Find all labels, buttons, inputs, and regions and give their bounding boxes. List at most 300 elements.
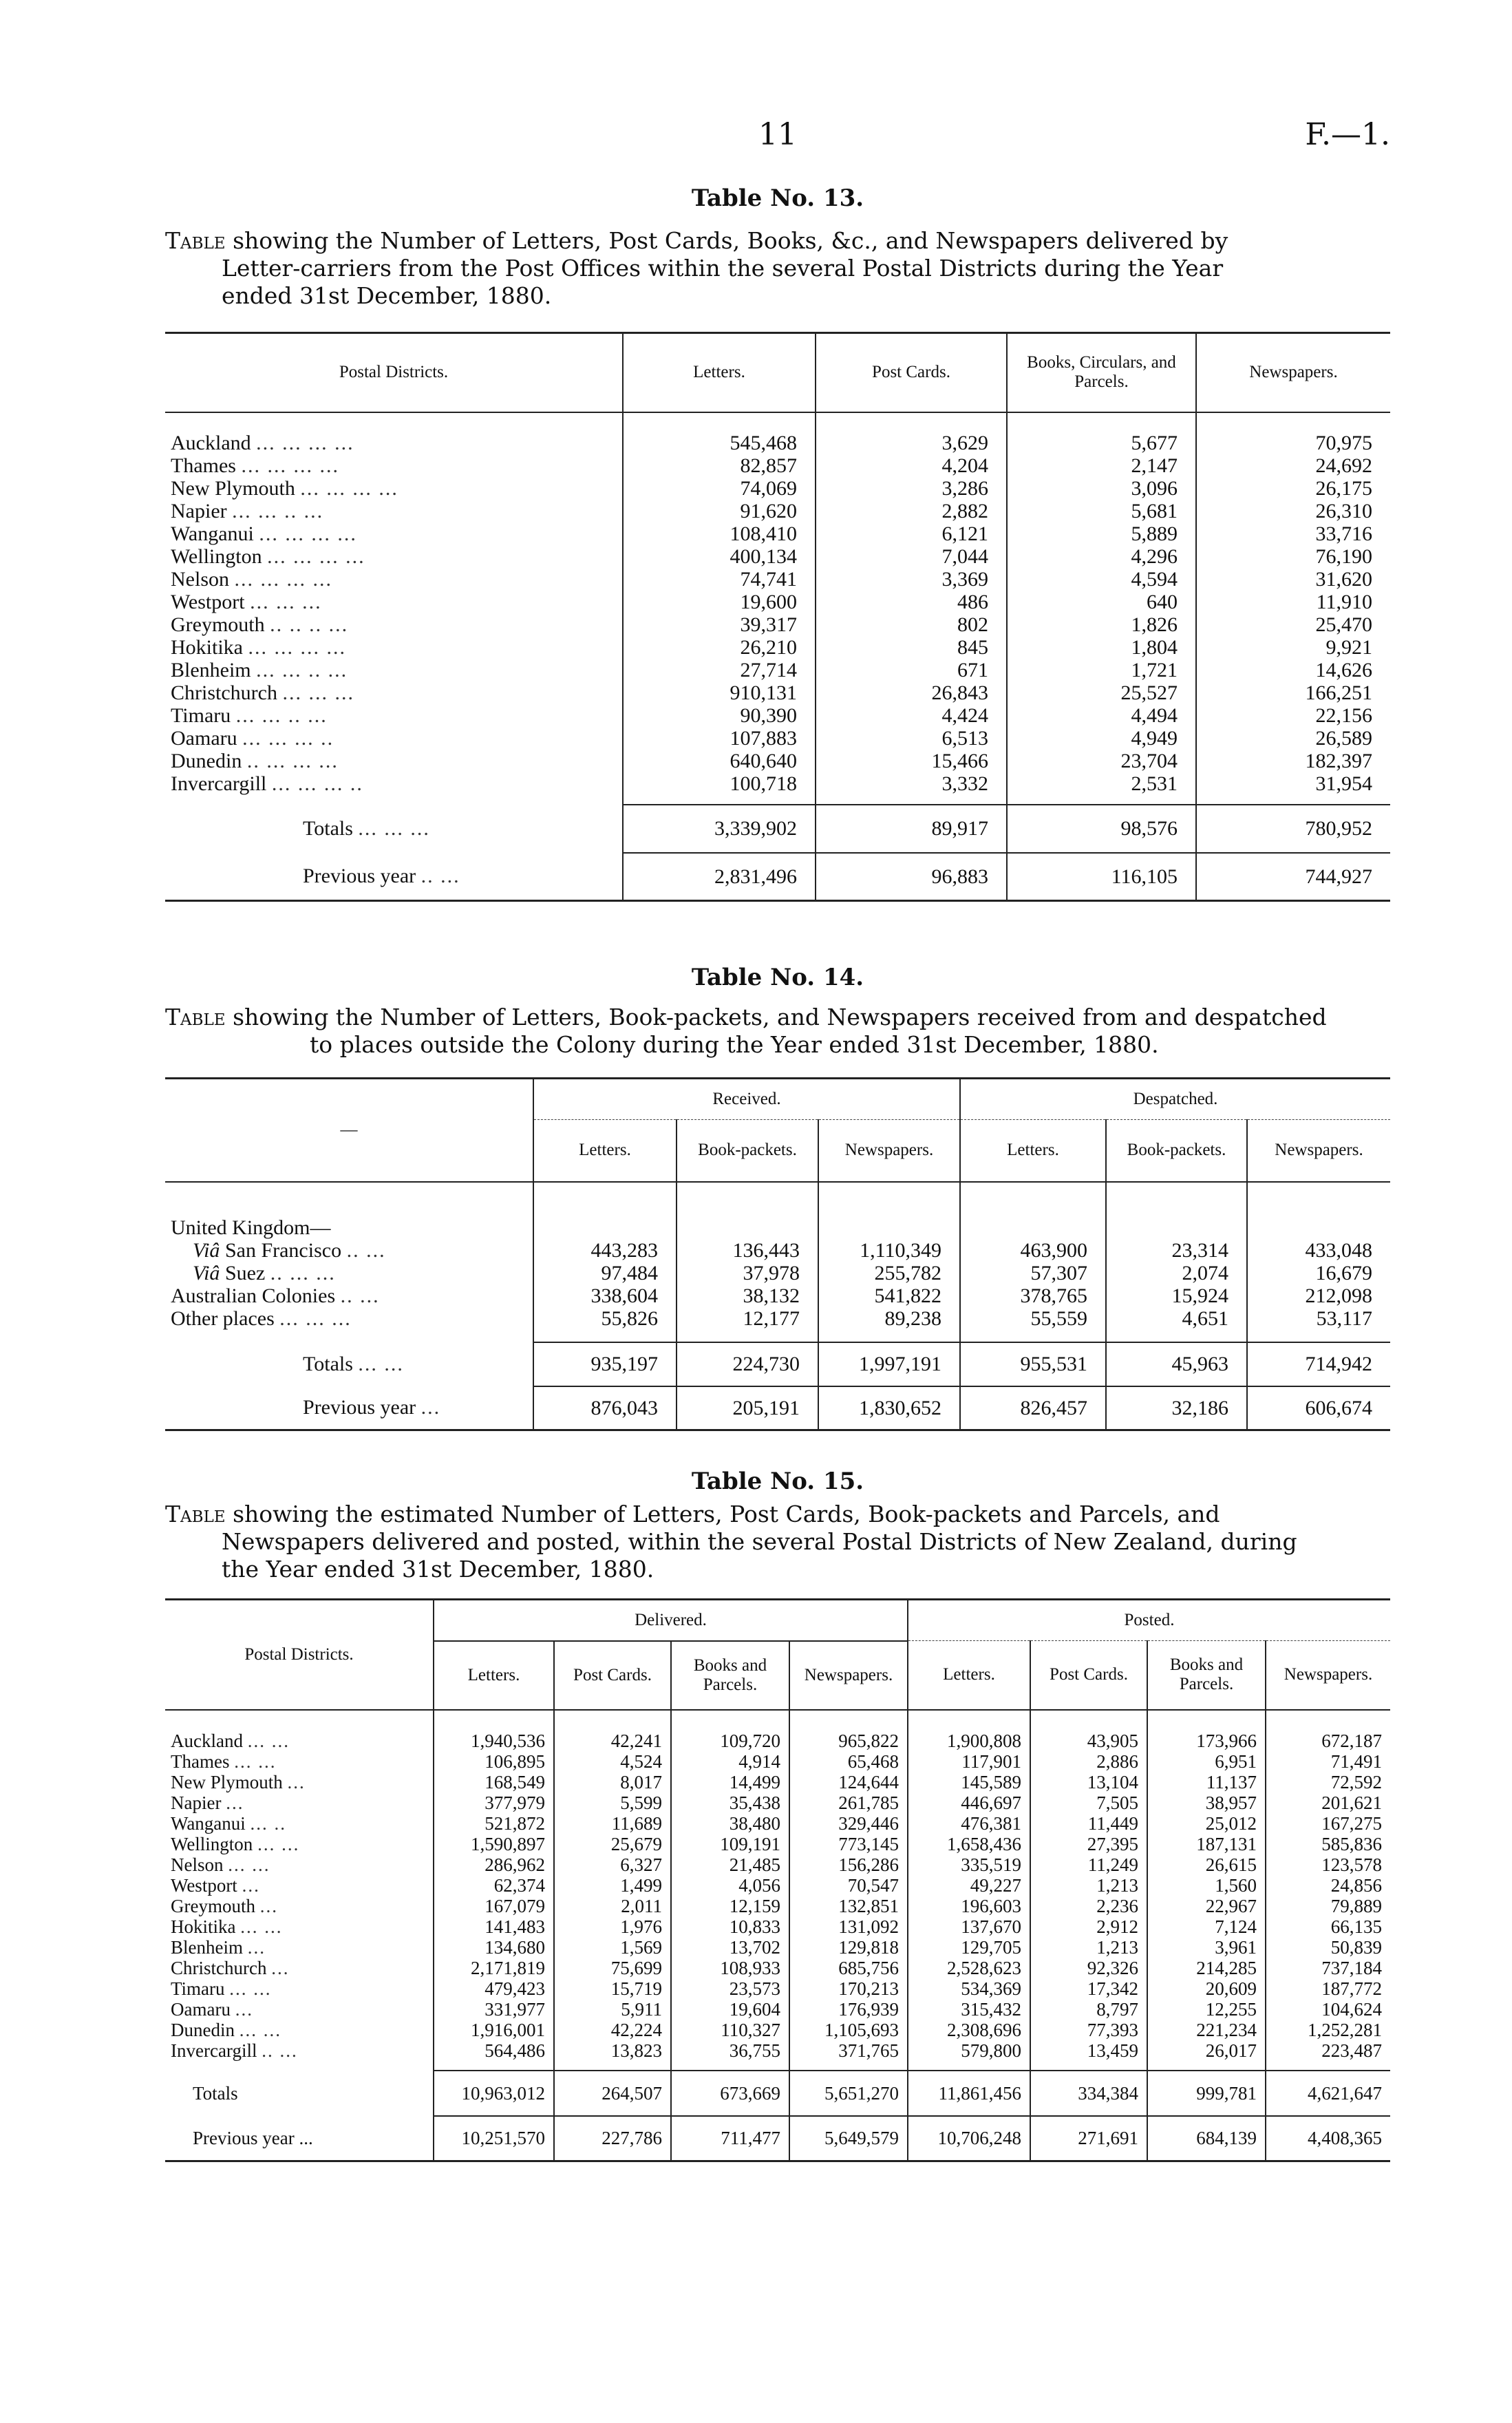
spacer-row <box>165 1330 1390 1342</box>
cell-newspapers: 11,910 <box>1196 591 1390 613</box>
row-label <box>165 1239 533 1262</box>
cell-value: 42,241 <box>554 1731 671 1751</box>
leader-dots: ... ... ... <box>358 817 430 840</box>
row-label-text: Previous year ... <box>193 2127 313 2148</box>
cell-value: 13,702 <box>671 1937 789 1958</box>
cell-value: 170,213 <box>789 1978 908 1999</box>
header-delivered-newspapers: Newspapers. <box>789 1641 908 1710</box>
cell-value: 110,327 <box>671 2020 789 2040</box>
cell-value: 134,680 <box>434 1937 554 1958</box>
table-row <box>165 1999 1390 2020</box>
cell-value: 1,499 <box>554 1875 671 1896</box>
cell-value: 156,286 <box>789 1854 908 1875</box>
cell-value: 129,818 <box>789 1937 908 1958</box>
cell-value: 132,851 <box>789 1896 908 1916</box>
cell-value: 1,940,536 <box>434 1731 554 1751</box>
cell-value: 8,017 <box>554 1772 671 1792</box>
row-label <box>165 772 623 795</box>
leader-dots: .. ... <box>420 865 460 888</box>
cell-books: 4,949 <box>1007 727 1196 750</box>
row-label-text: Thames <box>171 454 236 477</box>
leader-dots: ... ... <box>240 1916 283 1937</box>
cell-value: 1,900,808 <box>908 1731 1030 1751</box>
caption-line: showing the Number of Letters, Post Cards, Books, &c., and Newspapers delivered by <box>225 227 1228 254</box>
table-row <box>165 1834 1390 1854</box>
cell-value: 89,238 <box>818 1307 960 1330</box>
cell-value: 167,079 <box>434 1896 554 1916</box>
cell-value: 123,578 <box>1266 1854 1390 1875</box>
cell-newspapers: 26,589 <box>1196 727 1390 750</box>
cell-value: 479,423 <box>434 1978 554 1999</box>
previous-year-row <box>165 853 1390 901</box>
cell-value: 826,457 <box>960 1386 1106 1430</box>
cell-value: 38,132 <box>677 1284 818 1307</box>
cell-value: 1,830,652 <box>818 1386 960 1430</box>
row-label <box>165 1262 533 1284</box>
cell-value: 5,649,579 <box>789 2116 908 2161</box>
leader-dots: ... ... <box>239 2019 281 2040</box>
cell-value: 72,592 <box>1266 1772 1390 1792</box>
row-label-text: Dunedin <box>171 2019 235 2040</box>
table-row <box>165 432 1390 454</box>
via-prefix: Viâ <box>193 1261 220 1284</box>
cell-newspapers: 182,397 <box>1196 750 1390 772</box>
leader-dots: ... ... <box>247 1730 290 1751</box>
row-label-text: Napier <box>171 499 227 522</box>
cell-letters: 545,468 <box>623 432 816 454</box>
totals-row <box>165 805 1390 853</box>
cell-value: 606,674 <box>1247 1386 1390 1430</box>
cell-value: 97,484 <box>533 1262 677 1284</box>
table-row <box>165 2020 1390 2040</box>
cell-newspapers: 26,175 <box>1196 477 1390 500</box>
cell-value: 38,480 <box>671 1813 789 1834</box>
table-row <box>165 1854 1390 1875</box>
header-newspapers: Newspapers. <box>1196 333 1390 412</box>
caption-lead: Table <box>165 227 226 254</box>
table-row <box>165 2040 1390 2061</box>
header-delivered-letters: Letters. <box>434 1641 554 1710</box>
cell-value: 77,393 <box>1030 2020 1147 2040</box>
row-label-text: Westport <box>171 1874 237 1896</box>
cell-value: 443,283 <box>533 1239 677 1262</box>
cell-letters: 26,210 <box>623 636 816 659</box>
cell-value: 19,604 <box>671 1999 789 2020</box>
table-row <box>165 454 1390 477</box>
cell-value: 23,573 <box>671 1978 789 1999</box>
cell-value: 261,785 <box>789 1792 908 1813</box>
cell-books: 1,721 <box>1007 659 1196 681</box>
cell-value: 75,699 <box>554 1958 671 1978</box>
leader-dots: ... ... ... ... <box>300 476 398 500</box>
row-label-text: Suez <box>220 1261 266 1284</box>
row-label-text: Auckland <box>171 431 251 454</box>
leader-dots: ... .. <box>250 1812 287 1834</box>
cell-value: 11,861,456 <box>908 2071 1030 2116</box>
table-row <box>165 500 1390 522</box>
cell-newspapers: 166,251 <box>1196 681 1390 704</box>
row-label-text: Wellington <box>171 544 262 568</box>
table-row <box>165 1284 1390 1307</box>
header-received: Received. <box>533 1079 960 1120</box>
cell-value: 876,043 <box>533 1386 677 1430</box>
cell-value: 168,549 <box>434 1772 554 1792</box>
cell-value: 11,449 <box>1030 1813 1147 1834</box>
cell-value: 1,997,191 <box>818 1342 960 1386</box>
leader-dots: ... ... ... .. <box>271 772 363 795</box>
leader-dots: .. ... <box>340 1284 380 1307</box>
cell-value: 1,658,436 <box>908 1834 1030 1854</box>
cell-value: 224,730 <box>677 1342 818 1386</box>
cell-post-cards: 15,466 <box>816 750 1007 772</box>
leader-dots: .. ... <box>346 1238 386 1262</box>
header-delivered-post-cards: Post Cards. <box>554 1641 671 1710</box>
leader-dots: ... ... <box>228 1854 270 1875</box>
row-label-text: Blenheim <box>171 1936 243 1958</box>
cell-value: 2,308,696 <box>908 2020 1030 2040</box>
cell-newspapers: 26,310 <box>1196 500 1390 522</box>
row-label-text: Blenheim <box>171 658 251 681</box>
row-label <box>165 1751 434 1772</box>
cell-value: 38,957 <box>1147 1792 1266 1813</box>
table-row <box>165 591 1390 613</box>
caption-line: Letter-carriers from the Post Offices within the several Postal Districts during the Year <box>222 255 1224 282</box>
row-label <box>165 613 623 636</box>
cell-value: 315,432 <box>908 1999 1030 2020</box>
cell-letters: 82,857 <box>623 454 816 477</box>
cell-value: 714,942 <box>1247 1342 1390 1386</box>
table14-title: Table No. 14. <box>691 964 864 991</box>
row-label <box>165 1875 434 1896</box>
cell-newspapers: 25,470 <box>1196 613 1390 636</box>
row-label <box>165 454 623 477</box>
cell-value: 124,644 <box>789 1772 908 1792</box>
cell-value: 673,669 <box>671 2071 789 2116</box>
row-label <box>165 2116 434 2161</box>
cell-value: 965,822 <box>789 1731 908 1751</box>
table-row <box>165 477 1390 500</box>
row-label-text: New Plymouth <box>171 1771 283 1792</box>
cell-value: 264,507 <box>554 2071 671 2116</box>
cell-post-cards: 7,044 <box>816 545 1007 568</box>
cell-value: 20,609 <box>1147 1978 1266 1999</box>
cell-value: 50,839 <box>1266 1937 1390 1958</box>
table13-caption <box>165 227 1390 310</box>
cell-books: 1,804 <box>1007 636 1196 659</box>
cell-value: 109,191 <box>671 1834 789 1854</box>
caption-lead: Table <box>165 1004 226 1030</box>
row-label-text: Christchurch <box>171 1957 267 1978</box>
cell-value: 7,124 <box>1147 1916 1266 1937</box>
cell-value: 446,697 <box>908 1792 1030 1813</box>
cell-value: 53,117 <box>1247 1307 1390 1330</box>
previous-year-row <box>165 1386 1390 1430</box>
row-label-text: Australian Colonies <box>171 1284 336 1307</box>
row-label <box>165 1937 434 1958</box>
via-prefix: Viâ <box>193 1238 220 1262</box>
cell-value: 15,719 <box>554 1978 671 1999</box>
cell-value: 187,772 <box>1266 1978 1390 1999</box>
table14 <box>165 1077 1390 1431</box>
group-row-united-kingdom <box>165 1216 1390 1239</box>
cell-value: 5,599 <box>554 1792 671 1813</box>
spacer-row <box>165 1182 1390 1216</box>
cell-value: 221,234 <box>1147 2020 1266 2040</box>
leader-dots: ... ... <box>358 1353 404 1375</box>
cell-value: 66,135 <box>1266 1916 1390 1937</box>
cell-value: 25,012 <box>1147 1813 1266 1834</box>
row-label-text: Westport <box>171 590 245 613</box>
caption-line: the Year ended 31st December, 1880. <box>222 1556 654 1583</box>
cell-post-cards: 671 <box>816 659 1007 681</box>
table-row <box>165 636 1390 659</box>
row-label-text: Napier <box>171 1792 222 1813</box>
cell-post-cards: 26,843 <box>816 681 1007 704</box>
cell-value: 4,524 <box>554 1751 671 1772</box>
header-delivered-books-parcels: Books and Parcels. <box>671 1641 789 1710</box>
cell-value: 205,191 <box>677 1386 818 1430</box>
cell-value: 109,720 <box>671 1731 789 1751</box>
cell-post-cards: 89,917 <box>816 805 1007 853</box>
cell-post-cards: 3,286 <box>816 477 1007 500</box>
cell-value: 534,369 <box>908 1978 1030 1999</box>
cell-value: 331,977 <box>434 1999 554 2020</box>
row-label <box>165 432 623 454</box>
cell-newspapers: 14,626 <box>1196 659 1390 681</box>
row-label <box>165 2020 434 2040</box>
cell-value: 141,483 <box>434 1916 554 1937</box>
cell-value: 129,705 <box>908 1937 1030 1958</box>
leader-dots: ... ... ... <box>279 1306 352 1330</box>
cell-newspapers: 9,921 <box>1196 636 1390 659</box>
row-label-text: Thames <box>171 1750 230 1772</box>
leader-dots: ... <box>259 1895 278 1916</box>
row-label-text: Greymouth <box>171 613 265 636</box>
leader-dots: ... ... .. ... <box>235 703 328 727</box>
cell-value: 4,621,647 <box>1266 2071 1390 2116</box>
cell-letters: 19,600 <box>623 591 816 613</box>
table-row <box>165 522 1390 545</box>
cell-value: 14,499 <box>671 1772 789 1792</box>
leader-dots: ... ... ... <box>250 590 322 613</box>
header-delivered: Delivered. <box>434 1600 908 1641</box>
row-label-text: Hokitika <box>171 1916 236 1937</box>
table-row <box>165 750 1390 772</box>
cell-post-cards: 845 <box>816 636 1007 659</box>
cell-value: 371,765 <box>789 2040 908 2061</box>
cell-books: 640 <box>1007 591 1196 613</box>
cell-value: 26,615 <box>1147 1854 1266 1875</box>
cell-newspapers: 76,190 <box>1196 545 1390 568</box>
table15-caption <box>165 1501 1390 1583</box>
table-row <box>165 659 1390 681</box>
cell-value: 12,177 <box>677 1307 818 1330</box>
cell-post-cards: 3,369 <box>816 568 1007 591</box>
cell-value: 684,139 <box>1147 2116 1266 2161</box>
cell-value: 4,056 <box>671 1875 789 1896</box>
row-label-text: Greymouth <box>171 1895 255 1916</box>
spacer-row <box>165 2061 1390 2071</box>
cell-value: 55,559 <box>960 1307 1106 1330</box>
row-label-text: Oamaru <box>171 726 237 750</box>
row-label <box>165 1896 434 1916</box>
header-books-circulars-parcels: Books, Circulars, and Parcels. <box>1007 333 1196 412</box>
cell-value: 564,486 <box>434 2040 554 2061</box>
row-label-text: Christchurch <box>171 681 277 704</box>
cell-books: 5,681 <box>1007 500 1196 522</box>
cell-books: 4,494 <box>1007 704 1196 727</box>
cell-books: 4,594 <box>1007 568 1196 591</box>
cell-value: 223,487 <box>1266 2040 1390 2061</box>
leader-dots: ... <box>242 1874 260 1896</box>
table-row <box>165 681 1390 704</box>
cell-value: 57,307 <box>960 1262 1106 1284</box>
cell-books: 2,147 <box>1007 454 1196 477</box>
cell-value: 334,384 <box>1030 2071 1147 2116</box>
cell-value: 378,765 <box>960 1284 1106 1307</box>
leader-dots: ... ... ... ... <box>241 454 339 477</box>
cell-value: 335,519 <box>908 1854 1030 1875</box>
cell-value: 11,249 <box>1030 1854 1147 1875</box>
table-row <box>165 1978 1390 1999</box>
cell-post-cards: 2,882 <box>816 500 1007 522</box>
header-posted: Posted. <box>908 1600 1390 1641</box>
cell-value: 476,381 <box>908 1813 1030 1834</box>
row-label <box>165 568 623 591</box>
table-row <box>165 772 1390 795</box>
cell-value: 17,342 <box>1030 1978 1147 1999</box>
table-row <box>165 545 1390 568</box>
row-label <box>165 1284 533 1307</box>
cell-newspapers: 31,954 <box>1196 772 1390 795</box>
cell-value: 2,074 <box>1106 1262 1247 1284</box>
cell-value: 201,621 <box>1266 1792 1390 1813</box>
cell-value: 711,477 <box>671 2116 789 2161</box>
cell-value: 187,131 <box>1147 1834 1266 1854</box>
cell-value: 2,011 <box>554 1896 671 1916</box>
leader-dots: ... ... ... ... <box>248 635 346 659</box>
cell-books: 1,826 <box>1007 613 1196 636</box>
table-row <box>165 613 1390 636</box>
cell-value: 11,689 <box>554 1813 671 1834</box>
cell-value: 338,604 <box>533 1284 677 1307</box>
row-label <box>165 681 623 704</box>
cell-value: 1,916,001 <box>434 2020 554 2040</box>
page-reference: F.—1. <box>1305 117 1390 152</box>
table-row <box>165 1875 1390 1896</box>
spacer-row <box>165 1710 1390 1731</box>
cell-value: 1,569 <box>554 1937 671 1958</box>
page-number: 11 <box>758 117 797 152</box>
leader-dots: ... ... ... ... <box>234 567 332 591</box>
cell-value: 685,756 <box>789 1958 908 1978</box>
cell-post-cards: 96,883 <box>816 853 1007 901</box>
cell-post-cards: 6,513 <box>816 727 1007 750</box>
cell-value: 24,856 <box>1266 1875 1390 1896</box>
cell-value: 672,187 <box>1266 1731 1390 1751</box>
cell-value: 2,528,623 <box>908 1958 1030 1978</box>
row-label-text: Wellington <box>171 1833 253 1854</box>
cell-value: 10,251,570 <box>434 2116 554 2161</box>
row-label-text: New Plymouth <box>171 476 295 500</box>
cell-value: 999,781 <box>1147 2071 1266 2116</box>
cell-value: 25,679 <box>554 1834 671 1854</box>
cell-value: 26,017 <box>1147 2040 1266 2061</box>
caption-line: Newspapers delivered and posted, within the several Postal Districts of New Zealand, during <box>222 1528 1297 1555</box>
cell-value: 1,976 <box>554 1916 671 1937</box>
cell-letters: 91,620 <box>623 500 816 522</box>
cell-value: 463,900 <box>960 1239 1106 1262</box>
cell-value: 35,438 <box>671 1792 789 1813</box>
cell-value: 212,098 <box>1247 1284 1390 1307</box>
row-label <box>165 727 623 750</box>
cell-letters: 90,390 <box>623 704 816 727</box>
cell-value: 42,224 <box>554 2020 671 2040</box>
row-label-text: Hokitika <box>171 635 243 659</box>
cell-value: 55,826 <box>533 1307 677 1330</box>
cell-books: 116,105 <box>1007 853 1196 901</box>
header-received-newspapers: Newspapers. <box>818 1120 960 1182</box>
group-label: United Kingdom— <box>171 1216 331 1239</box>
row-label-text: Nelson <box>171 567 229 591</box>
row-label <box>165 659 623 681</box>
cell-value: 65,468 <box>789 1751 908 1772</box>
cell-value: 286,962 <box>434 1854 554 1875</box>
cell-value: 6,951 <box>1147 1751 1266 1772</box>
leader-dots: ... ... ... <box>282 681 354 704</box>
totals-row <box>165 2071 1390 2116</box>
row-label <box>165 1342 533 1386</box>
cell-value: 106,895 <box>434 1751 554 1772</box>
cell-value: 935,197 <box>533 1342 677 1386</box>
row-label <box>165 853 623 901</box>
cell-value: 579,800 <box>908 2040 1030 2061</box>
table-row <box>165 1307 1390 1330</box>
leader-dots: .. .. .. ... <box>270 613 349 636</box>
header-letters: Letters. <box>623 333 816 412</box>
row-label-text: Auckland <box>171 1730 243 1751</box>
table-row <box>165 727 1390 750</box>
cell-value: 541,822 <box>818 1284 960 1307</box>
leader-dots: ... ... ... ... <box>267 544 365 568</box>
cell-letters: 74,069 <box>623 477 816 500</box>
cell-value: 13,823 <box>554 2040 671 2061</box>
row-label <box>165 500 623 522</box>
cell-value: 1,560 <box>1147 1875 1266 1896</box>
row-label-text: San Francisco <box>220 1238 342 1262</box>
row-label <box>165 636 623 659</box>
cell-books: 2,531 <box>1007 772 1196 795</box>
cell-post-cards: 4,424 <box>816 704 1007 727</box>
cell-value: 71,491 <box>1266 1751 1390 1772</box>
table-row <box>165 1937 1390 1958</box>
leader-dots: ... <box>271 1957 290 1978</box>
cell-letters: 27,714 <box>623 659 816 681</box>
cell-value: 108,933 <box>671 1958 789 1978</box>
cell-value: 131,092 <box>789 1916 908 1937</box>
cell-value: 2,886 <box>1030 1751 1147 1772</box>
cell-books: 25,527 <box>1007 681 1196 704</box>
leader-dots: .. ... <box>262 2040 298 2061</box>
caption-lead: Table <box>165 1501 226 1527</box>
row-label-text: Totals <box>303 817 353 840</box>
row-label-text: Totals <box>193 2082 238 2104</box>
caption-line: to places outside the Colony during the Year ended 31st December, 1880. <box>310 1031 1159 1058</box>
cell-value: 167,275 <box>1266 1813 1390 1834</box>
cell-value: 16,679 <box>1247 1262 1390 1284</box>
cell-value: 49,227 <box>908 1875 1030 1896</box>
row-label <box>165 591 623 613</box>
